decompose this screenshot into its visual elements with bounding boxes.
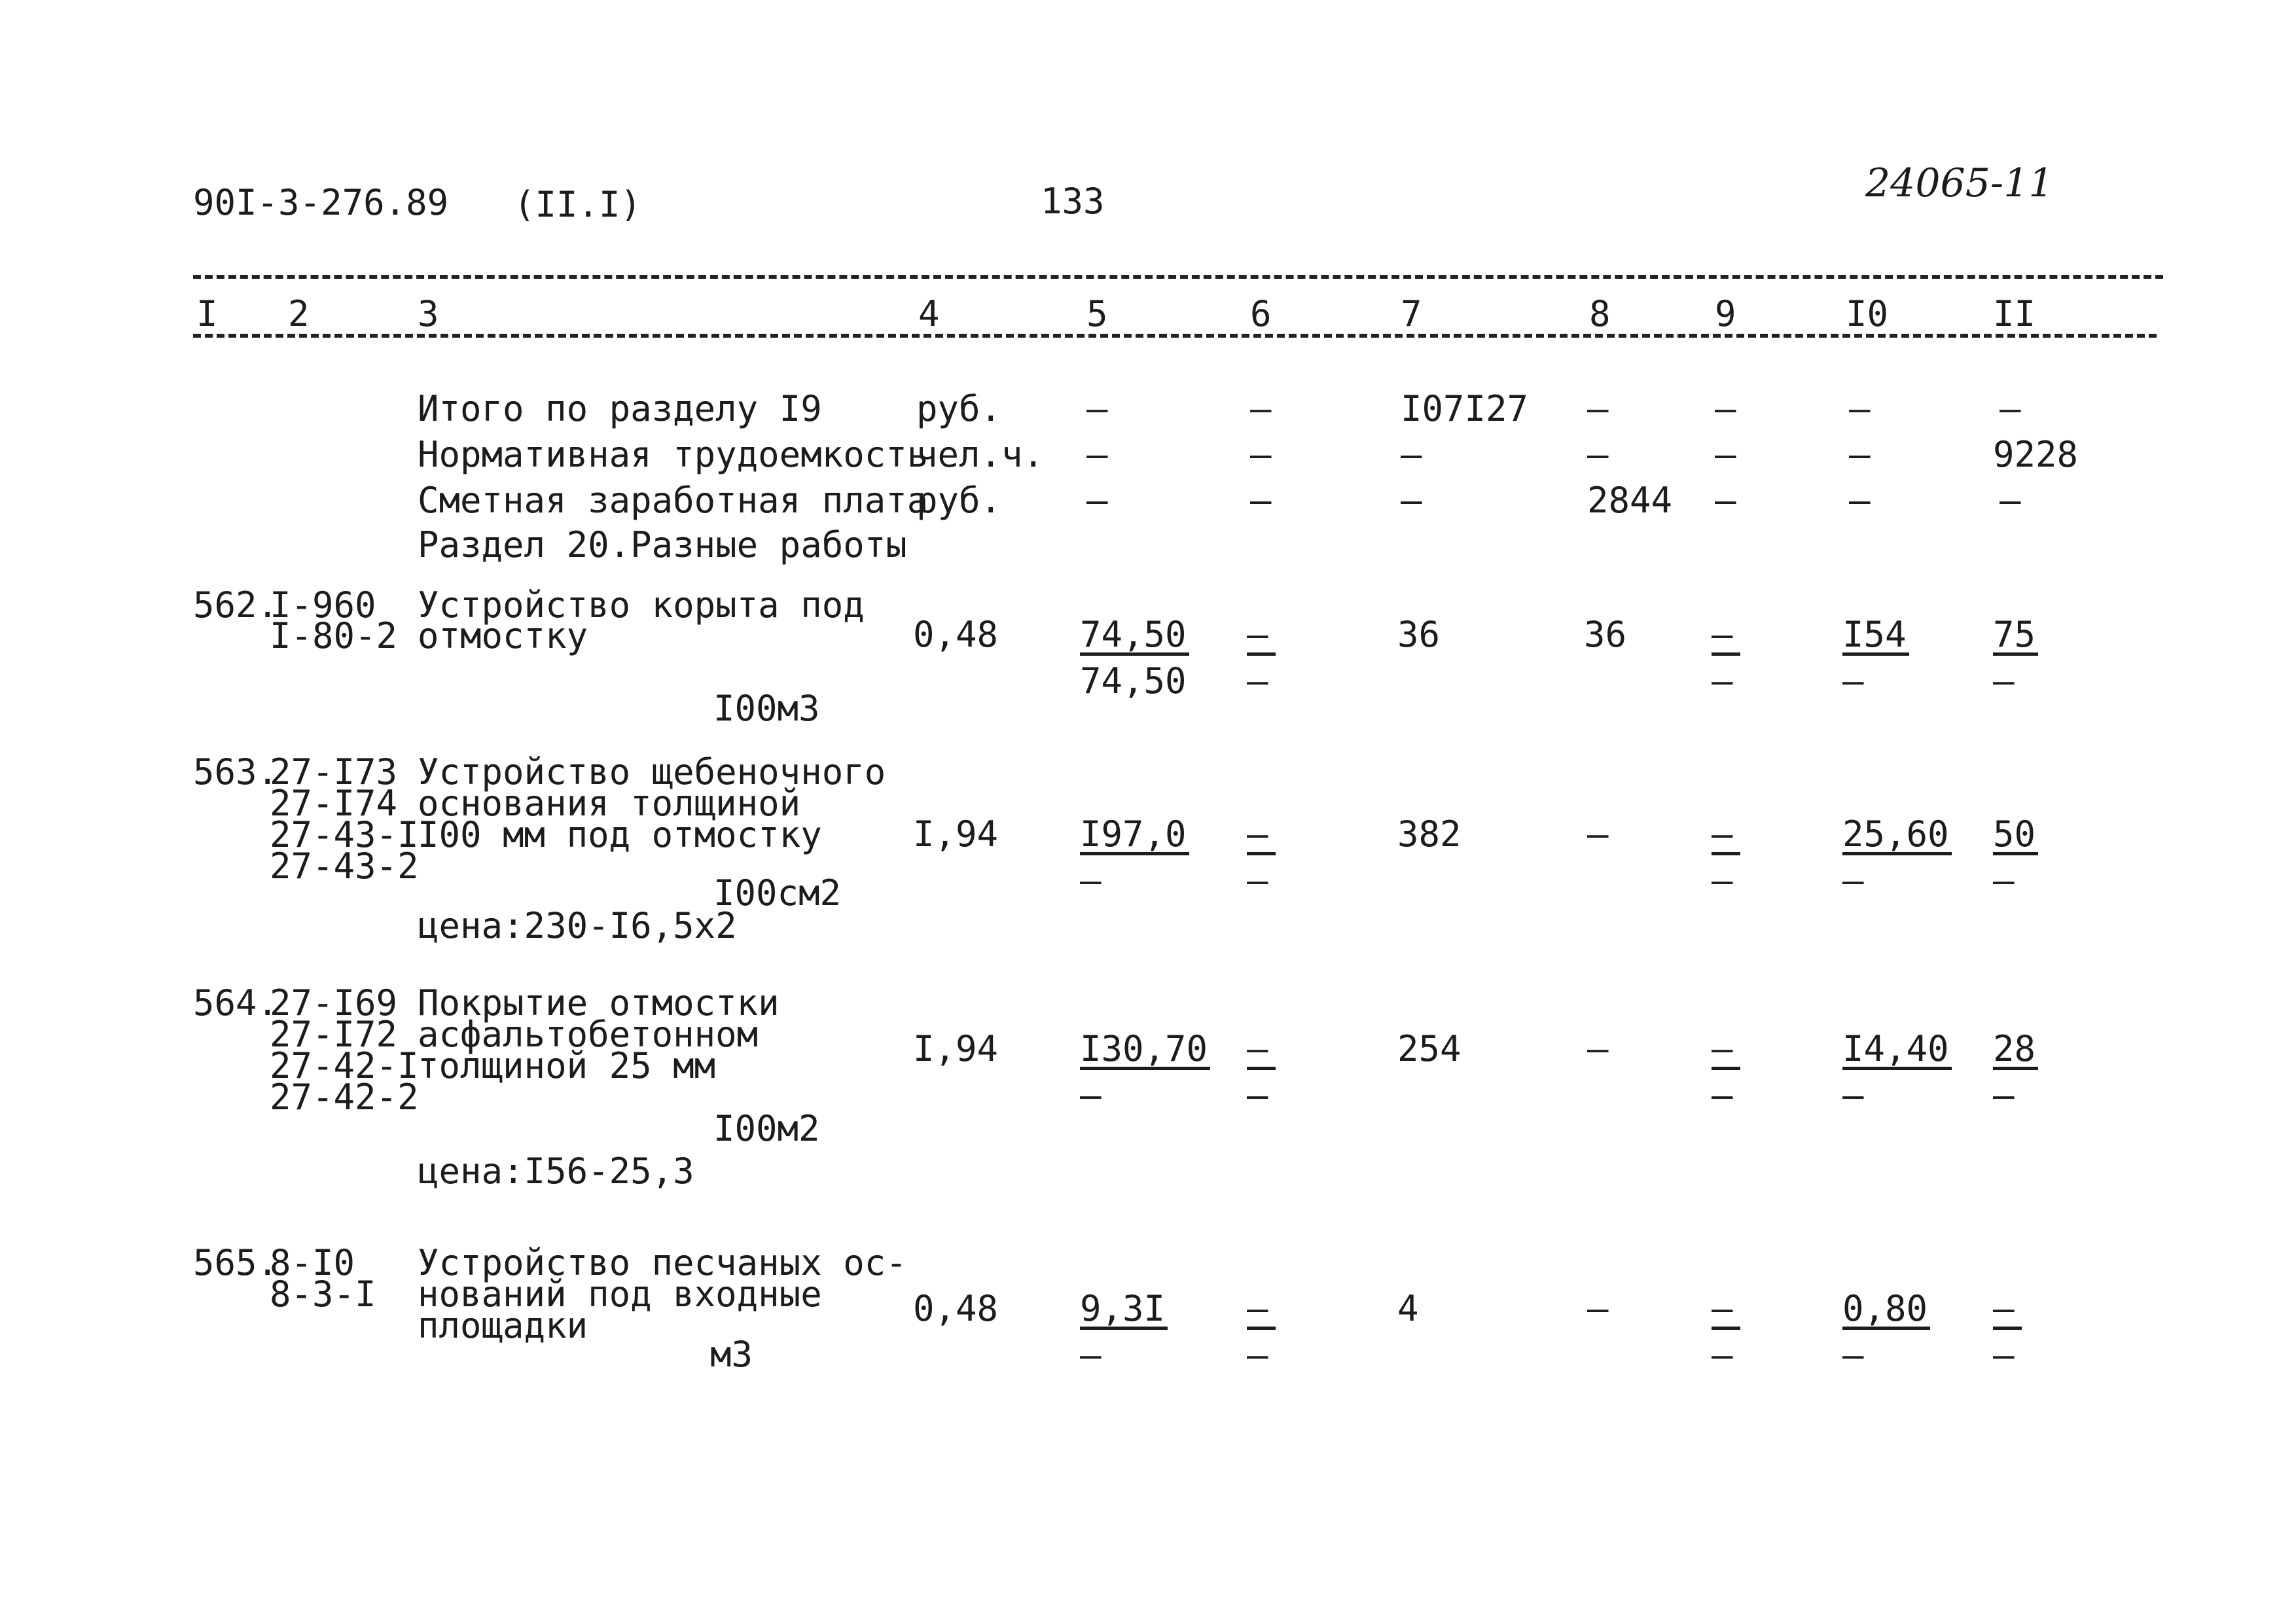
totals-cell: – [1715,480,1736,521]
document-code: 90I-3-276.89 [193,182,449,223]
item-unit: I00см2 [713,872,842,914]
item-quantity: 0,48 [913,614,999,655]
col-header-11: II [1993,293,2036,334]
totals-cell: I07I27 [1401,388,1529,429]
item-description: Устройство щебеночного [418,751,886,793]
item-code: 8-3-I [270,1274,376,1315]
item-quantity: I,94 [913,1028,999,1069]
totals-cell: – [1715,388,1736,429]
col-header-8: 8 [1589,293,1611,334]
item-number: 563. [193,751,279,793]
item-col8: – [1587,1028,1609,1069]
item-col9: – – [1712,1033,1823,1112]
totals-unit: руб. [916,480,1002,521]
totals-cell: – [1401,434,1422,475]
col-header-6: 6 [1250,293,1272,334]
item-description: нований под входные [418,1274,822,1315]
item-description: Устройство корыта под [418,584,865,626]
item-col7: 382 [1397,813,1462,855]
totals-cell: – [1715,434,1736,475]
item-quantity: 0,48 [913,1288,999,1329]
totals-label: Сметная заработная плата [418,480,929,521]
item-description: толщиной 25 мм [418,1045,716,1086]
item-number: 562. [193,584,279,626]
col-header-9: 9 [1715,293,1736,334]
item-col6: – – [1247,1033,1358,1112]
totals-unit: чел.ч. [916,434,1045,475]
col-header-5: 5 [1086,293,1108,334]
item-code: 27-43-I [270,814,419,855]
item-col5: 9,3I – [1080,1293,1191,1372]
item-col7: 4 [1397,1288,1419,1329]
totals-cell: – [1587,388,1609,429]
item-description: отмостку [418,615,588,656]
item-col10: I4,40 – [1842,1033,1954,1112]
archive-number: 24065-11 [1865,160,2054,206]
col-header-4: 4 [918,293,940,334]
item-code: 27-42-2 [270,1077,419,1118]
item-col9: – – [1712,1293,1823,1372]
totals-cell: – [1086,434,1108,475]
header-top-rule [193,275,2163,279]
totals-cell: – [1250,434,1272,475]
totals-cell: – [1401,480,1422,521]
item-col10: I54 – [1842,618,1954,698]
item-code: 27-I69 [270,982,398,1024]
totals-cell: – [1849,480,1871,521]
item-col8: 36 [1584,614,1627,655]
item-col11: 28 – [1993,1033,2104,1112]
item-quantity: I,94 [913,813,999,855]
totals-cell: – [1849,434,1871,475]
item-description: Покрытие отмостки [418,982,780,1024]
item-code: 27-42-I [270,1045,419,1086]
item-col8: – [1587,813,1609,855]
item-code: 27-I73 [270,751,398,793]
item-col6: – – [1247,618,1358,698]
totals-cell: 2844 [1587,480,1673,521]
item-code: I-80-2 [270,615,398,656]
item-unit: I00м3 [713,688,820,729]
item-col6: – – [1247,818,1358,897]
item-col7: 254 [1397,1028,1462,1069]
item-description: площадки [418,1305,588,1346]
item-price-note: цена:230-I6,5х2 [418,905,737,946]
totals-cell: – [1250,480,1272,521]
item-number: 565. [193,1242,279,1283]
col-header-2: 2 [288,293,310,334]
item-description: асфальтобетонном [418,1014,759,1055]
item-col5: I97,0 – [1080,818,1191,897]
item-code: 27-43-2 [270,846,419,887]
col-header-1: I [196,293,218,334]
totals-label: Нормативная трудоемкость [418,434,929,475]
col-header-10: I0 [1846,293,1889,334]
item-col11: 50 – [1993,818,2104,897]
item-col8: – [1587,1288,1609,1329]
item-col6: – – [1247,1293,1358,1372]
totals-cell: – [2000,388,2021,429]
item-code: 8-I0 [270,1242,355,1283]
totals-cell: – [1587,434,1609,475]
item-col5: $\frac{74,50}{74,50}$ [1080,618,1191,698]
item-description: Устройство песчаных ос- [418,1242,907,1283]
item-description: I00 мм под отмостку [418,814,822,855]
page-number: 133 [1041,181,1105,222]
item-unit: м3 [710,1334,753,1375]
item-col11: 75 – [1993,618,2104,698]
totals-unit: руб. [916,388,1002,429]
totals-label: Итого по разделу I9 [418,388,822,429]
totals-cell: – [1086,480,1108,521]
totals-cell: – [1086,388,1108,429]
item-col10: 0,80 – [1842,1293,1954,1372]
item-unit: I00м2 [713,1108,820,1149]
item-price-note: цена:I56-25,3 [418,1150,694,1192]
item-code: I-960 [270,584,376,626]
item-description: основания толщиной [418,783,801,824]
item-code: 27-I72 [270,1014,398,1055]
item-number: 564. [193,982,279,1024]
col-header-3: 3 [418,293,439,334]
item-col5: I30,70 – [1080,1033,1191,1112]
totals-cell: – [1849,388,1871,429]
col-header-7: 7 [1401,293,1422,334]
item-col9: – – [1712,618,1823,698]
item-col11: – – [1993,1293,2104,1372]
section-code: (II.I) [514,184,642,225]
item-code: 27-I74 [270,783,398,824]
totals-cell: 9228 [1993,434,2079,475]
section-title: Раздел 20.Разные работы [418,524,907,565]
totals-cell: – [1250,388,1272,429]
totals-cell: – [2000,480,2021,521]
item-col7: 36 [1397,614,1441,655]
item-col9: – – [1712,818,1823,897]
item-col10: 25,60 – [1842,818,1954,897]
